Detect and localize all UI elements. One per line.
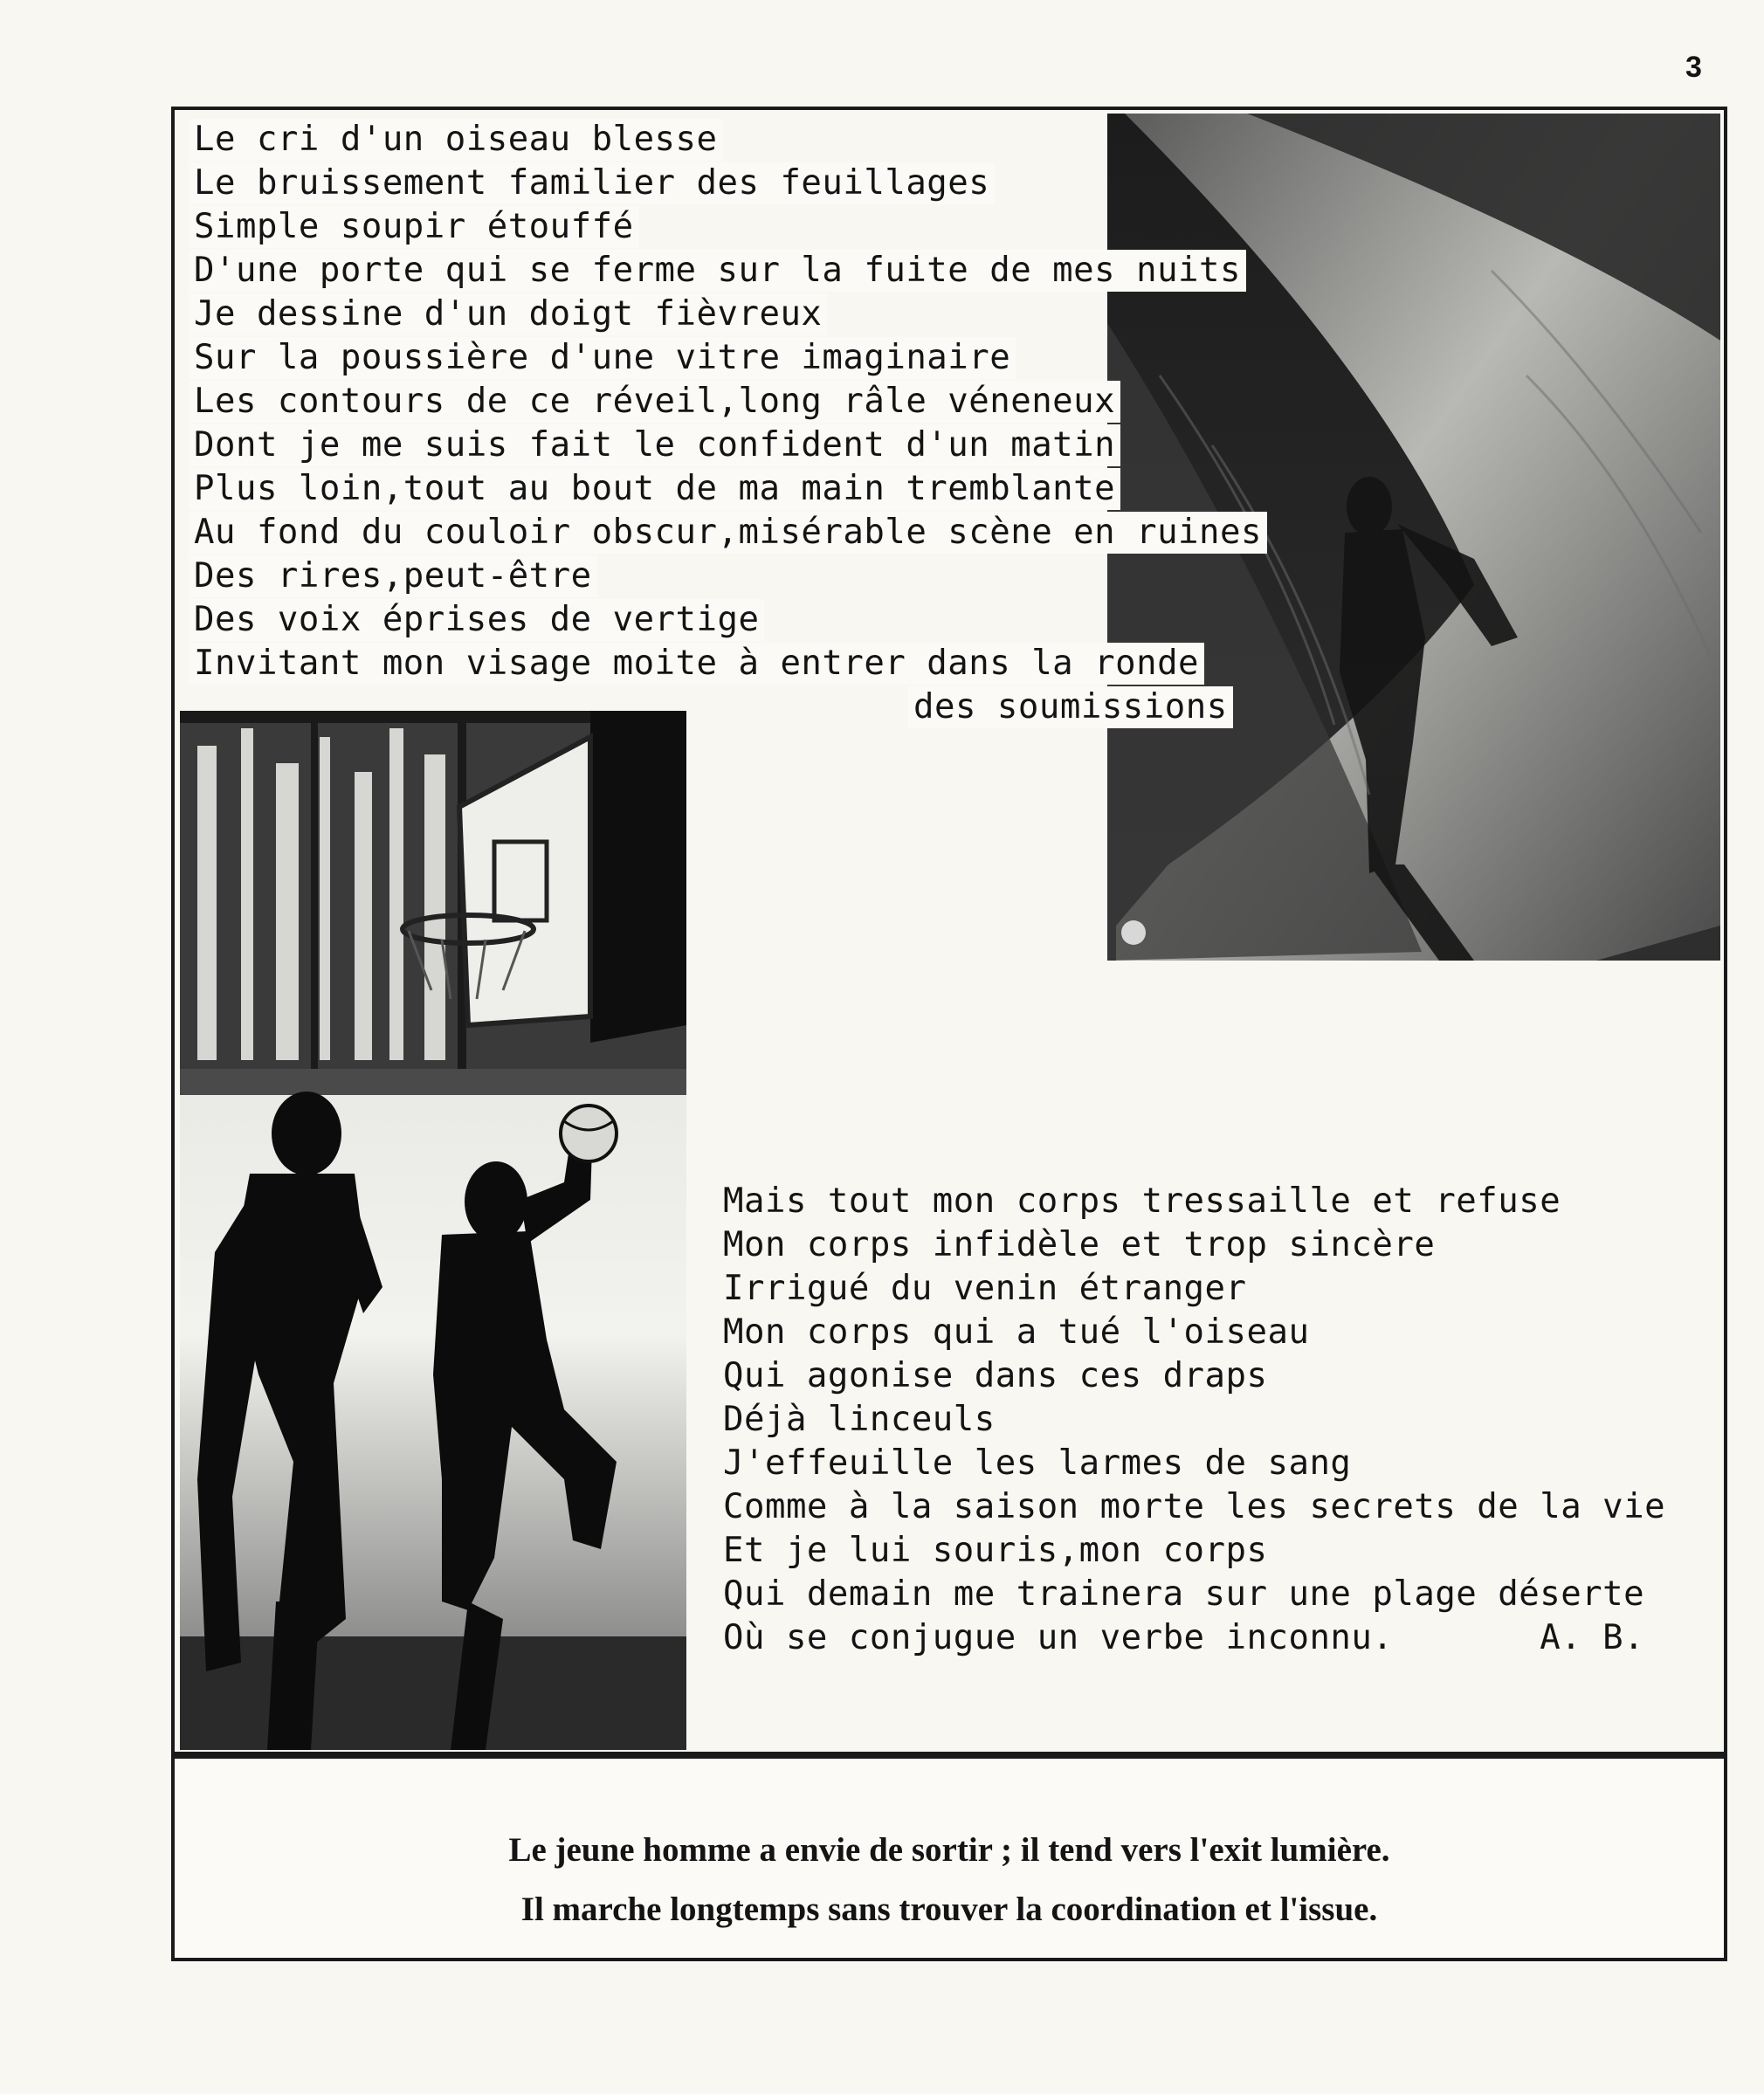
poem-line: Mon corps infidèle et trop sincère [723,1225,1436,1264]
poem-line: Des voix éprises de vertige [189,599,764,641]
page-number: 3 [1685,51,1702,84]
poem-line: Au fond du couloir obscur,misérable scène en ruines [189,512,1267,554]
poem-line: Sur la poussière d'une vitre imaginaire [189,337,1016,379]
poem-line: des soumissions [908,686,1233,728]
poem-line: Le bruissement familier des feuillages [189,162,995,204]
poem-line: Invitant mon visage moite à entrer dans la ronde [189,643,1204,685]
poem-line: Mon corps qui a tué l'oiseau [723,1312,1310,1352]
basketball-photo [180,711,686,1750]
poem-line: Simple soupir étouffé [189,206,639,248]
poem-line: Qui agonise dans ces draps [723,1356,1268,1395]
poem-line: Où se conjugue un verbe inconnu. A. B. [723,1618,1645,1657]
poem-line: Qui demain me trainera sur une plage déserte [723,1574,1645,1614]
caption-box [171,1755,1727,1961]
poem-line: Irrigué du venin étranger [723,1269,1247,1308]
poem-line: Et je lui souris,mon corps [723,1531,1268,1570]
poem-line: Des rires,peut-être [189,555,597,597]
poem-line: Mais tout mon corps tressaille et refuse [723,1181,1561,1221]
poem-line: Le cri d'un oiseau blesse [189,119,723,161]
poem-line: Les contours de ce réveil,long râle véneneux [189,381,1120,423]
caption-line: Le jeune homme a envie de sortir ; il tend vers l'exit lumière. [508,1831,1390,1869]
poem-line: Plus loin,tout au bout de ma main tremblante [189,468,1120,510]
poem-line: D'une porte qui se ferme sur la fuite de mes nuits [189,250,1246,292]
poem-line: Je dessine d'un doigt fièvreux [189,293,827,335]
poem-line: J'effeuille les larmes de sang [723,1443,1352,1483]
poem-line: Comme à la saison morte les secrets de la vie [723,1487,1666,1526]
caption-line: Il marche longtemps sans trouver la coordination et l'issue. [520,1891,1378,1928]
poem-line: Déjà linceuls [723,1400,996,1439]
poem-line: Dont je me suis fait le confident d'un matin [189,424,1120,466]
